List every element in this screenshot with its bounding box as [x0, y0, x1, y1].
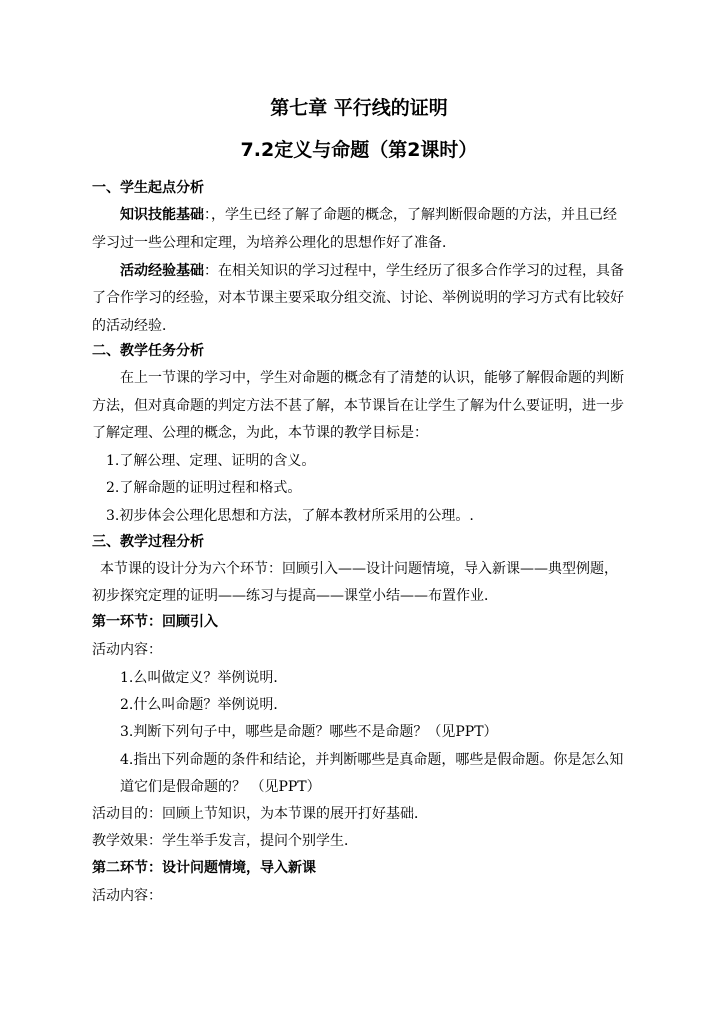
- step1-purpose: 活动目的：回顾上节知识，为本节课的展开打好基础．: [92, 806, 428, 822]
- section3-line1: 本节课的设计分为六个环节：回顾引入——设计问题情境，导入新课——典型例题，: [100, 561, 618, 577]
- step2-heading: 第二环节：设计问题情境，导入新课: [92, 860, 316, 876]
- step1-item: 3.判断下列句子中，哪些是命题？哪些不是命题？（见PPT）: [120, 724, 498, 740]
- section2-line3: 了解定理、公理的概念，为此，本节课的教学目标是：: [92, 425, 428, 441]
- step1-content-label: 活动内容：: [92, 642, 162, 658]
- step2-content-label: 活动内容：: [92, 888, 162, 904]
- section1-p1-line2: 学习过一些公理和定理，为培养公理化的思想作好了准备．: [92, 235, 456, 251]
- section2-line2: 方法，但对真命题的判定方法不甚了解，本节课旨在让学生了解为什么要证明，进一步: [92, 398, 624, 414]
- section1-p1-line1: [120, 205, 718, 225]
- p1-text: ：，学生已经了解了命题的概念，了解判断假命题的方法，并且已经: [204, 207, 617, 223]
- goal-item: 2.了解命题的证明过程和格式。: [106, 480, 302, 496]
- step1-heading: 第一环节：回顾引入: [92, 614, 218, 630]
- section3-heading: 三、教学过程分析: [92, 534, 204, 550]
- step1-item: 1.么叫做定义？举例说明．: [120, 670, 288, 686]
- chapter-title: 第七章 平行线的证明: [270, 97, 448, 119]
- p2-text: ：在相关知识的学习过程中，学生经历了很多合作学习的过程，具备: [204, 263, 624, 279]
- step1-item-cont: 道它们是假命题的？ （见PPT）: [120, 779, 321, 795]
- section1-heading: 一、学生起点分析: [92, 180, 204, 196]
- section2-heading: 二、教学任务分析: [92, 343, 204, 359]
- section1-p2-line3: 的活动经验．: [92, 318, 176, 334]
- section1-p2-line2: 了合作学习的经验，对本节课主要采取分组交流、讨论、举例说明的学习方式有比较好: [92, 290, 624, 306]
- step1-item: 2.什么叫命题？举例说明．: [120, 697, 288, 713]
- lesson-title: 7.2定义与命题（第2课时）: [240, 139, 478, 161]
- step1-item: 4.指出下列命题的条件和结论，并判断哪些是真命题，哪些是假命题。你是怎么知: [120, 752, 624, 768]
- goal-item: 3.初步体会公理化思想和方法，了解本教材所采用的公理。.: [106, 508, 474, 524]
- section1-p2-line1: [120, 261, 718, 281]
- section3-line2: 初步探究定理的证明——练习与提高——课堂小结——布置作业．: [92, 588, 498, 604]
- p1-lead: 知识技能基础: [120, 207, 204, 223]
- step1-effect: 教学效果：学生举手发言，提问个别学生．: [92, 833, 358, 849]
- p2-lead: 活动经验基础: [120, 263, 204, 279]
- goal-item: 1.了解公理、定理、证明的含义。: [106, 453, 316, 469]
- section2-line1: 在上一节课的学习中，学生对命题的概念有了清楚的认识，能够了解假命题的判断: [120, 370, 624, 386]
